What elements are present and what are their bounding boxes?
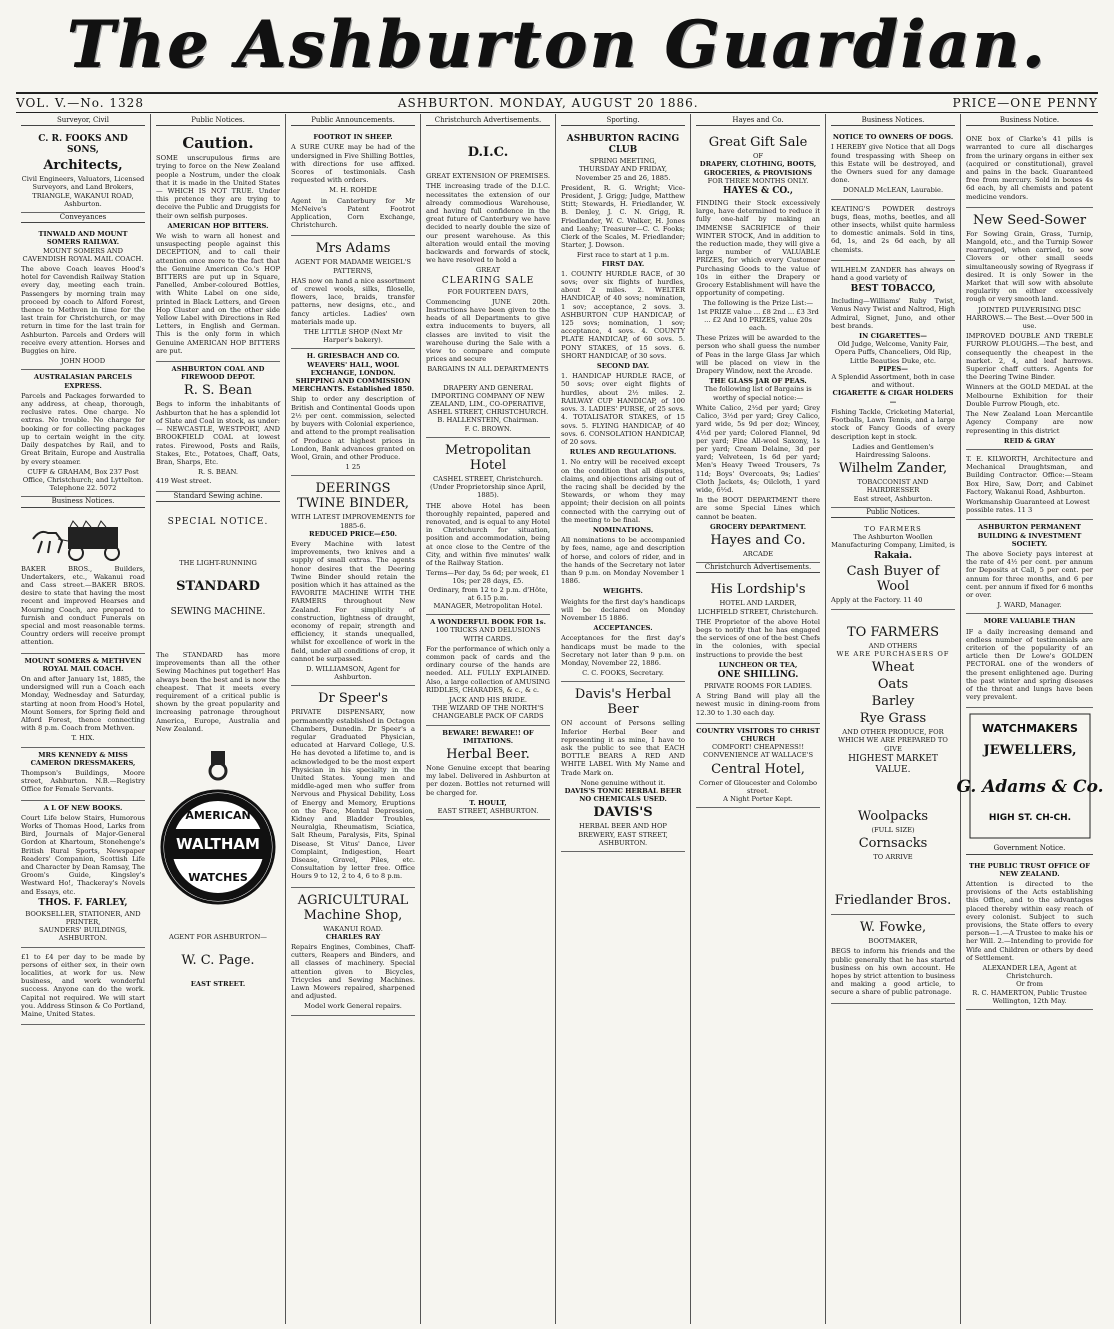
money-body: £1 to £4 per day to be made by persons of either sex, in their own localities, at work for us. New business, and work wonderful success. Anyone can do the work. Capital not required. We will start you. Address Stinson & Co Portland, Maine, United States. (21, 952, 145, 1019)
deerings-sign: D. WILLIAMSON, Agent for Ashburton. (306, 664, 400, 682)
ad-friedlander (831, 610, 955, 915)
fooks-name: C. R. FOOKS AND SONS, (38, 134, 128, 156)
light-running: THE LIGHT-RUNNING (179, 558, 257, 567)
column-2 (151, 114, 286, 1324)
price: PRICE—ONE PENNY (952, 96, 1098, 110)
ad-herbal-beer (426, 726, 550, 821)
acceptances-sign: C. C. FOOKS, Secretary. (582, 669, 664, 678)
met-body: THE above Hotel has been thoroughly repainted, papered and renovated, and is equal to any Hotel in Christchurch for situation, position and accommodation, being at once close to the Centre of the City, and within five minutes' walk of the Railway Station. (426, 501, 550, 567)
apply-factory: Apply at the Factory. (831, 595, 902, 604)
rules-title: RULES AND REGULATIONS. (569, 448, 677, 457)
arcade: ARCADE (742, 549, 774, 558)
waltham-top-text: AMERICAN (185, 808, 251, 822)
second-day-body: 1. HANDICAP HURDLE RACE, of 50 sovs; over eight flights of hurdles, about 2½ miles. 2. RAILWAY CUP HANDICAP, of 100 sovs. 3. LADIES' PURSE, of 25 sovs. 4. TOTALISATOR STAKES, of 15 sovs. 5. FLYING HANDICAP, of 40 sovs. 6. CONSOLATION HANDICAP, of 20 sovs. (561, 372, 685, 446)
kennedy-body: Thompson's Buildings, Moore street, Ashburton. N.B.—Registry Office for Female Servants. (21, 768, 145, 794)
gift-body: FINDING their Stock excessively large, have determined to reduce it fully one-half by making an IMMENSE SACRIFICE of their WINTER STOCK, And in addition to the reduction made, they will give a large number of VALUABLE PRIZES, for which every Customer Purchasing Goods to the value of 10s in either the Drapery or Grocery Establishment will have the opportunity of competing. (696, 199, 820, 298)
standard-body: The STANDARD has more improvements than all the other Sewing Machines put together! Has always been the best and is now the cheapest. That it meets every requirement of a critical public is shown by the great popularity and increasing patronage throughout America, Europe, Australia and New Zealand. (156, 650, 280, 733)
davis-big: DAVIS'S (593, 805, 653, 821)
trust-place: Wellington, 12th May. (992, 996, 1067, 1005)
rye-grass: Rye Grass (859, 711, 927, 727)
place-date: ASHBURTON. MONDAY, AUGUST 20 1886. (397, 96, 699, 110)
lordship-address: LICHFIELD STREET, Christchurch. (697, 607, 819, 616)
bargain-list: White Calico, 2½d per yard; Grey Calico, 3½d per yard; Grey Calico, yard wide, 5s 9d per doz; Wincey, 4½d per yard; Colored Flannel, 9d per yard; Fine All-wool Saxony, 1s per yard; Cream Delaine, 3d per yard; Velveteen, 1s 6d per yard; Men's Heavy Tweed Trousers, 7s 11d; Boys' Overcoats, 9s; Ladies' Cloth Jackets, 4s; Oilcloth, 1 yard wide, 6½d. (696, 403, 820, 494)
section-heading: Conveyances (21, 213, 145, 223)
cigarette-body: Old Judge, Welcome, Vanity Fair, Opera Puffs, Chanceliers, Old Rip, Little Beauties Duke, etc. (834, 340, 952, 365)
farley-addr: SAUNDERS' BUILDINGS, ASHBURTON. (38, 926, 128, 943)
dic-address: ASHEL STREET, CHRISTCHURCH. (427, 408, 549, 417)
kilworth-foot: Workmanship Guaranteed at Lowest possible rates. (966, 497, 1090, 515)
agri-body: Repairs Engines, Combines, Chaff-cutters, Reapers and Binders, and all classes of machinery. Special attention given to Bicycles, Tricycles and Sewing Machines. Lawn Mowers repaired, sharpened and adjusted. (291, 943, 415, 1001)
ad-fowke (831, 915, 955, 1003)
trust-body: Attention is directed to the provisions of the Acts establishing this Office, and to the advantages placed thereby within easy reach of every colonist. Subject to such provisions, the State offers to every person—1.—A Trustee to make his or her Will. 2.—Intending to provide for Wife and Children or others by deed of Settlement. (966, 880, 1093, 962)
waltham-bot-text: WATCHES (188, 870, 248, 884)
dic-body: THE increasing trade of the D.I.C. necessitates the extension of our already commodious Warehouse, and having full confidence in the great future of Canterbury we have decided to nearly double the size of our present warehouse. As this alteration would entail the moving backwards and forwards of stock, we have resolved to hold a (426, 182, 550, 265)
other-produce: AND OTHER PRODUCE, FOR WHICH WE ARE PREPARED TO GIVE (838, 728, 948, 753)
book-title: A WONDERFUL BOOK FOR 1s. (430, 618, 546, 627)
footrot-body: A SURE CURE may be had of the undersigned in Five Shilling Bottles, with directions for use affixed. Scores of testimonials. Cash requested with orders. (291, 143, 415, 185)
boot-department: In the BOOT DEPARTMENT there are some Special Lines which cannot be beaten. (696, 496, 820, 521)
coal-addr: West street. (170, 477, 212, 486)
dogs-sign: DONALD McLEAN, Laurabie. (842, 186, 944, 195)
baker-body: BAKER BROS., Builders, Undertakers, etc., Wakanui road and Cass street.—BAKER BROS. desire to state that having the most recent and improved Hearses and Mourning Coach, are prepared to furnish and conduct Funerals on special and most reasonable terms. Country orders will receive prompt attention. (21, 564, 145, 647)
tobacco-body: Including—Williams' Ruby Twist, Venus Navy Twist and Naltrod, High Admiral, Signet, Juno, and other best brands. (831, 297, 955, 330)
book-body: For the performance of which only a common pack of cards and the ordinary course of the hands are needed. ALL FULLY EXPLAINED. Also, a large collection of AMUSING RIDDLES, CHARADES, & c., & c. (426, 644, 550, 694)
gift-items: DRAPERY, CLOTHING, BOOTS, GROCERIES, & PROVISIONS (699, 160, 817, 177)
zander-sub: TOBACCONIST AND HAIRDRESSER (857, 478, 929, 495)
mount-body: On and after January 1st, 1885, the undersigned will run a Coach each Monday, Wednesday and Saturday, starting at noon from Hood's Hotel, Mount Somers, for Spring field and Alford Forest, thence connecting with 8 p.m. Coach from Methven. (21, 674, 145, 733)
newspaper-title: The Ashburton Guardian. (66, 6, 1048, 82)
sower-body: For Sowing Grain, Grass, Turnip, Mangold, etc., and the Turnip Sower rearranged, when carried, to sow Clovers or other small seeds simultaneously sowing of Ryegrass if desired. It is only Sower in the Market that will sow with absolute regularity on either excessively rough or very smooth land. (966, 229, 1093, 304)
valuable-title: MORE VALUABLE THAN (983, 617, 1076, 626)
lordship-title: His Lordship's (710, 582, 806, 598)
fooks-body: Civil Engineers, Valuators, Licensed Surveyors, and Land Brokers, TRIANGLE, WAKANUI ROAD, Ashburton. (21, 175, 145, 208)
fowke-name: W. Fowke, (859, 920, 927, 936)
dogs-title: NOTICE TO OWNERS OF DOGS. (832, 133, 954, 142)
farley-title: THOS. F. FARLEY, (38, 897, 128, 908)
hayes-sign: Hayes and Co. (710, 532, 806, 548)
mount-sign: T. HIX. (71, 734, 95, 743)
express-body: Parcels and Packages forwarded to any address, at cheap, thorough, reclusive rates. One charge. No extras. No trouble. No charge for booking or for collecting packages up to certain weight in the city. Daily despatches by Rail, and to Great Britain, Europe and Australia by every steamer. (21, 391, 145, 466)
permanent-body: The above Society pays interest at the rate of 4½ per cent. per annum for Deposits at Call, 5 per cent. per annum for three months, and 6 per cent. per annum if fixed for 6 months or over. (966, 549, 1093, 599)
agent-label: AGENT FOR ASHBURTON— (169, 932, 267, 941)
ad-mount-somers-coach (21, 654, 145, 748)
ad-building-society (966, 520, 1093, 614)
ad-new-books (21, 801, 145, 948)
ad-seed-sower (966, 208, 1093, 450)
lordship-body: THE Proprietor of the above Hotel begs to notify that he has engaged the services of one of the best Chefs in the colonies, with special instructions to provide the best (696, 617, 820, 659)
east-street: EAST STREET. (190, 980, 246, 989)
trust-sign: ALEXANDER LEA, Agent at Christchurch. (982, 964, 1077, 981)
zander-address: East street, Ashburton. (853, 494, 933, 503)
second-day: SECOND DAY. (596, 362, 650, 371)
racing-first: First race to start at 1 p.m. (576, 251, 670, 260)
winners: Winners at the GOLD MEDAL at the Melbourne Exhibition for their Double Furrow Plough, etc. (966, 383, 1093, 408)
saloons: Ladies and Gentlemen's Hairdressing Saloons. (852, 442, 934, 459)
friedlander-name: Friedlander Bros. (834, 893, 952, 909)
first-day: FIRST DAY. (601, 259, 645, 268)
ad-mrs-adams (291, 236, 415, 349)
ad-davis-herbal-beer (561, 682, 685, 852)
first-day-body: 1. COUNTY HURDLE RACE, of 30 sovs; over six flights of hurdles, about 2 miles. 2. WELTER HANDICAP, of 40 sovs; nomination, 1 sov; acceptance, 2 sovs. 3. ASHBURTON CUP HANDICAP, of 125 sovs; nomination, 1 sov; acceptance, 4 sovs. 4. COUNTY PLATE HANDICAP, of 60 sovs. 5. PONY STAKES, of 15 sovs. 6. SHORT HANDICAP, of 30 sovs. (561, 269, 685, 360)
prize-list-label: The following is the Prize List:— (702, 299, 814, 308)
page-name: W. C. Page. (181, 953, 255, 969)
glass-jar: THE GLASS JAR OF PEAS. (709, 377, 807, 386)
ad-caution (156, 130, 280, 362)
adams-name-text: G. Adams & Co. (955, 777, 1104, 798)
deerings-price: REDUCED PRICE—£50. (309, 529, 397, 538)
caution-hop: AMERICAN HOP BITTERS. (167, 221, 269, 230)
coach-title: TINWALD AND MOUNT SOMERS RAILWAY. (38, 230, 128, 247)
met-under: (Under Proprietorship since April, 1885). (429, 483, 547, 500)
acceptances-title: ACCEPTANCES. (593, 624, 653, 633)
nominations-title: NOMINATIONS. (592, 525, 654, 534)
waltham-mid-text: WALTHAM (176, 834, 260, 853)
ad-clarke-pills (966, 130, 1093, 208)
speer-body: PRIVATE DISPENSARY, now permanently established in Octagon Chambers, Dunedin. Dr Speer's a regular Graduated Physician, educated at Harvard College, U.S. He has devoted a lifetime to, and is acknowledged to be the most expert Physician in his specialty in the United States. Young men and middle-aged men who suffer from Nervous and Physical Debility, Loss of Energy and Memory, Eruptions on the Face, Mental Depression, Kidney and Bladder Troubles, Neuralgia, Rheumatism, Sciatica, Salt Rheum, Paralysis, Fits, Spinal Disease, St Vitus' Dance, Liver Complaint, Indigestion, Heart Disease, Gravel, Piles, etc. Consultation by letter free. Office Hours 9 to 12, 2 to 4, 6 to 8 p.m. (291, 708, 415, 881)
met-ordinary: Ordinary, from 12 to 2 p.m. d'Hôte, at 6.15 p.m. (428, 585, 548, 602)
coach-sub: MOUNT SOMERS AND CAVENDISH ROYAL MAIL COACH. (22, 246, 144, 263)
column-5 (556, 114, 691, 1324)
deerings-sub: WITH LATEST IMPROVEMENTS for 1885-6. (291, 513, 415, 530)
rakaia: Rakaia. (874, 550, 912, 561)
footrot-title: FOOTROT IN SHEEP. (313, 133, 393, 142)
harrows: JOINTED PULVERISING DISC HARROWS.— The Best.—Over 500 in use. (966, 305, 1093, 331)
farley-sub: BOOKSELLER, STATIONER, AND PRINTER, (25, 909, 141, 927)
cash-buyer: Cash Buyer of Wool (846, 563, 940, 594)
ad-lordships-hotel (696, 577, 820, 723)
ad-gift-sale (696, 130, 820, 563)
adams-sub: AGENT FOR MADAME WEIGEL'S PATTERNS, (295, 258, 411, 275)
country-visitors: COUNTRY VISITORS TO CHRIST CHURCH (696, 726, 820, 743)
permanent-title: ASHBURTON PERMANENT BUILDING & INVESTMENT SOCIETY. (977, 523, 1082, 548)
ad-machine-shop (291, 888, 415, 1016)
ad-woollen-company (831, 522, 955, 610)
rohde-name: M. H. ROHDE (329, 186, 377, 195)
ad-kilworth (966, 450, 1093, 520)
weights-body: Weights for the first day's handicaps will be declared on Monday November 15 1886. (561, 597, 685, 622)
coach-sign: JOHN HOOD (60, 357, 106, 366)
section-heading: Standard Sewing achine. (156, 492, 280, 502)
fishing-tackle: Fishing Tackle, Cricketing Material, Footballs, Lawn Tennis, and a large stock of Fancy Goods of every description kept in stock. (831, 407, 955, 441)
weights-title: WEIGHTS. (603, 587, 643, 596)
permanent-sign: J. WARD, Manager. (997, 601, 1062, 610)
dic-title: D.I.C. (467, 145, 509, 161)
valuable-body: IF a daily increasing demand and endless number of testimonials are criterion of the popularity of an article then Dr Lowe's GOLDEN PECTORAL one of the wonders of the present enlightened age. During the past winter and spring diseases of the throat and lungs have been very prevalent. (966, 627, 1093, 702)
standard-title: STANDARD (176, 578, 260, 594)
coal-sign: R. S. BEAN. (197, 468, 239, 477)
agency: The New Zealand Loan Mercantile Agency Company are now representing in this district (966, 410, 1093, 435)
deerings-body: Every Machine with latest improvements, two knives and a supply of small extras. The agents honor desires that the Deering Twine Binder should retain the position which it has attained as the FAVORITE MACHINE WITH THE FARMERS throughout New Zealand. For simplicity of construction, lightness of draught, economy of repair, strength and efficiency, it stands unequalled, whilst for excellence of work in the field, under all conditions of crop, it cannot be surpassed. (291, 539, 415, 663)
ad-dogs-notice (831, 130, 955, 199)
racing-title: ASHBURTON RACING CLUB (566, 134, 680, 156)
dic-sub: GREAT EXTENSION OF PREMISES. (426, 172, 550, 181)
ad-baker-bros (21, 512, 145, 654)
express-title: AUSTRALASIAN PARCELS EXPRESS. (33, 373, 133, 390)
column-heading: Sporting. (561, 116, 685, 126)
racing-body: President, R. G. Wright; Vice-President, J. Grigg; Judge, Matthew Stitt; Stewards, H. Friedlander, W. B. Denley, J. C. N. Grigg, R. Friedlander, W. C. Walker, H. Jones and Leahy; Treasurer—C. C. Fooks; Clerk of the Scales, M. Friedlander; Starter, J. Dowson. (561, 183, 685, 250)
factory-num: 11 40 (903, 595, 923, 604)
fowke-sub: BOOTMAKER, (868, 937, 918, 946)
column-4 (421, 114, 556, 1324)
cornsacks: Cornsacks (858, 835, 928, 851)
watchmakers-text: WATCHMAKERS (981, 722, 1078, 736)
dic-bargains: BARGAINS IN ALL DEPARTMENTS (427, 365, 549, 374)
ad-golden-pectoral (966, 614, 1093, 708)
section-heading: Business Notices. (21, 497, 145, 507)
ad-griesbach (291, 349, 415, 476)
hayes-name: HAYES & CO., (723, 186, 793, 197)
wizard: THE WIZARD OF THE NORTH'S CHANGEABLE PACK OF CARDS (432, 704, 544, 721)
column-7 (826, 114, 961, 1324)
trust-or: Or from (1016, 980, 1043, 989)
coal-title: ASHBURTON COAL AND FIREWOOD DEPOT. (171, 365, 265, 382)
central-title: Central Hotel, (711, 761, 805, 777)
column-1 (16, 114, 151, 1324)
ad-dressmakers (21, 748, 145, 801)
coal-num: 419 (156, 477, 169, 486)
kennedy-title: MRS KENNEDY & MISS CAMERON DRESSMAKERS, (30, 750, 136, 767)
ad-footrot (291, 130, 415, 236)
dateline (16, 92, 1098, 113)
agri-name: CHARLES RAY (325, 932, 381, 941)
column-8 (955, 114, 1104, 1324)
private-rooms: PRIVATE ROOMS FOR LADIES. (704, 681, 812, 690)
kilworth-body: T. E. KILWORTH, Architecture and Mechanical Draughtsman, and Building Contractor. Office:—Steam Box Hire, Saw, Dorr, and Cabinet Factory, Wakanui Road, Ashburton. (966, 454, 1093, 496)
keating-body: KEATING'S POWDER destroys bugs, fleas, moths, beetles, and all other insects, whilst quite harmless to domestic animals. Sold in tins, 6d, 1s, and 2s 6d each, by all chemists. (831, 204, 955, 254)
comfort: COMFORT! CHEAPNESS!! CONVENIENCE AT WALLACE'S (702, 743, 814, 760)
davis-none: None genuine without it. (580, 778, 666, 787)
racing-dates: THURSDAY AND FRIDAY, November 25 and 26, 1885. (575, 165, 671, 182)
racing-sub: SPRING MEETING, (589, 157, 657, 166)
dogs-body: I HEREBY give Notice that all Dogs found trespassing with Sheep on this Estate will be destroyed, and the Owners sued for any damage done. (831, 143, 955, 185)
agri-title: AGRICULTURAL Machine Shop, (297, 892, 409, 923)
string-band: A String Band will play all the newest music in dining-room from 12.30 to 1.30 each day. (696, 692, 820, 717)
rohde-body: Agent in Canterbury for Mr McNeive's Patent Footrot Application, Corn Exchange, Christchurch. (291, 196, 415, 230)
books-body: Court Life below Stairs, Humorous Works of Thomas Hood, Larks from Bird, Journals of Major-General Gordon at Khartoum, Stonehenge's British Rural Sports, Newspaper Readers' Companion, Scottish Life and Character by Dean Ramsay, The Groom's Guide, Kingsley's Westward Ho!, Thackeray's Novels and Essays, etc. (21, 813, 145, 896)
dic-fortnight: FOR FOURTEEN DAYS, (447, 287, 529, 296)
little-shop: THE LITTLE SHOP (Next Mr Harper's bakery). (303, 328, 403, 345)
book-sub: 100 TRICKS AND DELUSIONS WITH CARDS. (435, 626, 541, 643)
davis-tonic: DAVIS'S TONIC HERBAL BEER (564, 787, 682, 796)
fooks-title: Architects, (43, 158, 123, 174)
hearse-illustration (28, 519, 138, 561)
section-heading: Government Notice. (966, 844, 1093, 854)
sower-title: New Seed-Sower (972, 212, 1087, 228)
bargain-label: The following list of Bargains is worthy of special notice:— (704, 385, 812, 402)
ad-coal-depot (156, 362, 280, 491)
masthead (0, 0, 1114, 88)
hoult-name: T. HOULT, (469, 798, 507, 807)
dic-body-2: Commencing JUNE 20th. Instructions have been given to the heads of all Departments to give extra inducements to buyers, all classes are invited to visit the warehouse during the Sale with a view to compare and compute prices and secure (426, 297, 550, 364)
trust-name: R. C. HAMERTON, Public Trustee (972, 988, 1087, 997)
davis-chemicals: NO CHEMICALS USED. (579, 795, 667, 804)
ad-wilhelm-zander (831, 261, 955, 508)
fowke-body: BEGS to inform his friends and the public generally that he has started business on his own account. He hopes by strict attention to business and making a good article, to secure a share of public patronage. (831, 947, 955, 997)
reid-gray: REID & GRAY (1003, 436, 1056, 445)
beware: BEWARE! BEWARE!! OF IMITATIONS. (442, 728, 534, 745)
caution-body-2: We wish to warn all honest and unsuspecting people against this DECEPTION, and to call their attention once more to the fact that the Genuine American Co.'s HOP BITTERS are put up in Square, Panelled, Amber-coloured Bottles, with White Label on one side, printed in Black Letters, and Green Hop Cluster and on the other side Yellow Label with Directions in Red Letters, in English and German. This is the only form in which Genuine AMERICAN HOP BITTERS are put. (156, 232, 280, 355)
column-heading: Public Notices. (156, 116, 280, 126)
column-3 (286, 114, 421, 1324)
column-heading: Business Notices. (831, 116, 955, 126)
ad-metropolitan-hotel (426, 438, 550, 615)
zander-intro: WILHELM ZANDER has always on hand a good variety of (831, 265, 955, 283)
to-farmers-2: TO FARMERS (846, 624, 940, 640)
grocery-department: GROCERY DEPARTMENT. (709, 522, 807, 531)
kilworth-num: 11 3 (1017, 506, 1033, 515)
dic-great: GREAT (475, 266, 501, 275)
full-size: (FULL SIZE) (871, 825, 915, 834)
luncheon: LUNCHEON OR TEA, (718, 660, 798, 669)
griesbach-num: 1 25 (345, 463, 361, 472)
gift-title: Great Gift Sale (708, 135, 808, 151)
express-sign: CUFF & GRAHAM, Box 237 Post Office, Christchurch; and Lyttelton. Telephone 22. 5072 (22, 467, 144, 493)
met-terms: Terms—Per day, 5s 6d; per week, £1 10s; per 28 days, £5. (426, 569, 550, 586)
ad-dic (426, 130, 550, 438)
ad-public-trust (966, 859, 1093, 1010)
rules-body: 1. No entry will be received except on the condition that all disputes, claims, and objections arising out of the racing shall be decided by the Stewards, or whom they may appoint; their decision on all points connected with the carrying out of the meeting to be final. (561, 458, 685, 524)
trust-title: THE PUBLIC TRUST OFFICE OF NEW ZEALAND. (969, 861, 1090, 878)
adams-title: Mrs Adams (315, 241, 391, 257)
pills-body: ONE box of Clarke's 41 pills is warranted to cure all discharges from the urinary organs in either sex (acquired or constitutional), gravel and pains in the back. Guaranteed free from mercury. Sold in boxes 4s 6d each, by all chemists and patent medicine vendors. (966, 135, 1093, 201)
column-heading: Hayes and Co. (696, 116, 820, 126)
column-6 (691, 114, 826, 1324)
jewellers-text: JEWELLERS, (982, 743, 1077, 759)
column-heading: Public Announcements. (291, 116, 415, 126)
special-notice: SPECIAL NOTICE. (167, 516, 269, 527)
central-address: Corner of Gloucester and Colombo street. (698, 778, 818, 795)
one-shilling: ONE SHILLING. (717, 669, 799, 680)
herbal-title: Herbal Beer. (446, 746, 530, 762)
ad-coach (21, 227, 145, 370)
and-others: AND OTHERS (868, 641, 918, 650)
ad-wonderful-book (426, 615, 550, 725)
books-title: A L OF NEW BOOKS. (43, 803, 123, 812)
adams-body: HAS now on hand a nice assortment of crewel wools, silks, filoselle, flowers, lace, braids, transfer patterns, new designs, etc., and fancy articles. Ladies' own materials made up. (291, 276, 415, 326)
best-tobacco: BEST TOBACCO, (850, 284, 936, 295)
met-sign: MANAGER, Metropolitan Hotel. (433, 601, 543, 610)
deerings-title: DEERINGS TWINE BINDER, (296, 481, 410, 512)
hoult-address: EAST STREET, ASHBURTON. (437, 807, 539, 815)
coal-name: R. S. Bean (183, 383, 253, 399)
agri-foot: Model work General repairs. (304, 1002, 402, 1011)
acceptances-body: Acceptances for the first day's handicaps must be made to the Secretary not later than 9 p.m. on Monday, November 22, 1886. (561, 634, 685, 667)
section-heading: Christchurch Advertisements. (696, 563, 820, 573)
woollen-body: The Ashburton Woollen Manufacturing Company, Limited, is (831, 533, 955, 550)
zander-name: Wilhelm Zander, (838, 461, 948, 477)
ad-money (21, 948, 145, 1026)
cigarettes: IN CIGARETTES— (859, 332, 927, 341)
mount-title: MOUNT SOMERS & METHVEN ROYAL MAIL COACH. (24, 656, 142, 673)
nominations-body: All nominations to be accompanied by fees, name, age and description of horse, and colors of rider, and in the hands of the Secretary not later than 9 p.m. on Monday November 1 1886. (561, 536, 685, 586)
columns (16, 114, 1104, 1324)
high-street-text: HIGH ST. CH-CH. (988, 813, 1071, 824)
ad-keating (831, 200, 955, 261)
gift-of: OF (752, 152, 764, 161)
ad-racing-club (561, 130, 685, 682)
column-heading: Business Notice. (966, 116, 1093, 126)
dic-manager: F. C. BROWN. (464, 424, 512, 433)
davis-foot: HERBAL BEER AND HOP BREWERY, EAST STREET, ASHBURTON. (578, 822, 668, 847)
volume-number: VOL. V.—No. 1328 (16, 96, 144, 110)
to-arrive: TO ARRIVE (873, 852, 913, 861)
ad-parcels-express (21, 370, 145, 497)
ad-dr-speer (291, 686, 415, 887)
dic-company: DRAPERY AND GENERAL IMPORTING COMPANY OF NEW ZEALAND, LIM., CO-OPERATIVE, (430, 383, 546, 409)
to-farmers: TO FARMERS (864, 524, 922, 533)
ploughs: IMPROVED DOUBLE AND TREBLE FURROW PLOUGHS.—The best, and consequently the cheapest in the market. 2, 4, and leaf harrows. Superior chaff cutters. Agents for the Deering Twine Binder. (966, 332, 1093, 382)
ad-central-hotel (696, 724, 820, 808)
prize-list: 1st PRIZE value ... £8 2nd ... £3 3rd ... £2 And 10 PRIZES, value 20s each. (697, 307, 819, 333)
lordship-sub: HOTEL AND LARDER, (719, 599, 797, 608)
adams-watchmakers-logo (955, 712, 1104, 840)
book-jack: JACK AND HIS BRIDE. (448, 695, 528, 704)
griesbach-title: H. GRIESBACH AND CO. WEAVERS' HALL, WOOL EXCHANGE, LONDON. SHIPPING AND COMMISSION MERCHANTS. Established 1850. (291, 352, 415, 394)
pipes: PIPES— (878, 364, 908, 373)
davis-title: Davis's Herbal Beer (574, 687, 672, 718)
met-address: CASHEL STREET, Christchurch. (433, 474, 543, 483)
cigar-holders: CIGARETTE & CIGAR HOLDERS— (832, 389, 954, 406)
caution-body: SOME unscrupulous firms are trying to force on the New Zealand people a Nostrum, under the cloak that it is made in the United States— WHICH IS NOT TRUE. Under this pretence they are trying to deceive the Public and Druggists for their own selfish purposes. (156, 154, 280, 220)
highest-market-value: HIGHEST MARKET VALUE. (848, 753, 938, 775)
wheat: Wheat (871, 660, 915, 676)
holders: A Splendid Assortment, both in case and without. (831, 373, 955, 390)
dic-sale: CLEARING SALE (441, 275, 535, 286)
herbal-body: None Genuine except that bearing my label. Delivered in Ashburton at per dozen. Bottles not returned will be charged for. (426, 763, 550, 797)
we-are-purchasers: WE ARE PURCHASERS OF (836, 649, 950, 658)
speer-title: Dr Speer's (318, 691, 388, 707)
column-heading: Christchurch Advertisements. (426, 116, 550, 126)
dic-chairman: B. HALLENSTEIN, Chairman. (437, 416, 539, 425)
griesbach-body: Ship to order any description of British and Continental Goods upon 2½ per cent. commission, selected by buyers with Colonial experience, and attend to the prompt realisation of Produce at highest prices in London, Bank advances granted on Wool, Grain, and other Produce. (291, 395, 415, 461)
coal-body: Begs to inform the inhabitants of Ashburton that he has a splendid lot of Slate and Coal in stock, as under:— NEWCASTLE, WESTPORT, AND BROOKFIELD COAL at lowest rates. Firewood, Posts and Rails, Stakes, Etc., Potatoes, Chaff, Oats, Bran, Sharps, Etc. (156, 400, 280, 466)
oats: Oats (877, 677, 909, 693)
section-heading: Public Notices. (831, 508, 955, 518)
ad-deerings (291, 476, 415, 686)
ad-fooks-architects (21, 130, 145, 213)
waltham-watch-illustration (159, 749, 277, 919)
prize-body: These Prizes will be awarded to the person who shall guess the number of Peas in the large Glass Jar which will be placed on view in the Drapery Window, next the Arcade. (696, 334, 820, 376)
caution-title: Caution. (182, 134, 254, 153)
central-foot: A Night Porter Kept. (723, 795, 793, 803)
met-title: Metropolitan Hotel (444, 442, 532, 473)
agri-sub: WAKANUI ROAD. (323, 924, 383, 933)
woolpacks: Woolpacks (857, 808, 929, 824)
gift-for: FOR THREE MONTHS ONLY. (707, 176, 809, 185)
davis-body: ON account of Persons selling Inferior Herbal Beer and representing it as mine, I have to ask the public to see that EACH BOTTLE BEARS A RED AND WHITE LABEL With My Name and Trade Mark on. (561, 719, 685, 777)
column-heading: Surveyor, Civil (21, 116, 145, 126)
barley: Barley (871, 694, 915, 710)
sewing-machine: SEWING MACHINE. (170, 606, 266, 617)
coach-body: The above Coach leaves Hood's hotel for Cavendish Railway Station every day, meeting each train. Passengers by morning train may proceed by coach to Alford Forest, thence to Methven in time for the last train for Christchurch, or may return in time for the last train for Ashburton. Parcels and Orders will receive every attention. Horses and Buggies on hire. (21, 265, 145, 356)
